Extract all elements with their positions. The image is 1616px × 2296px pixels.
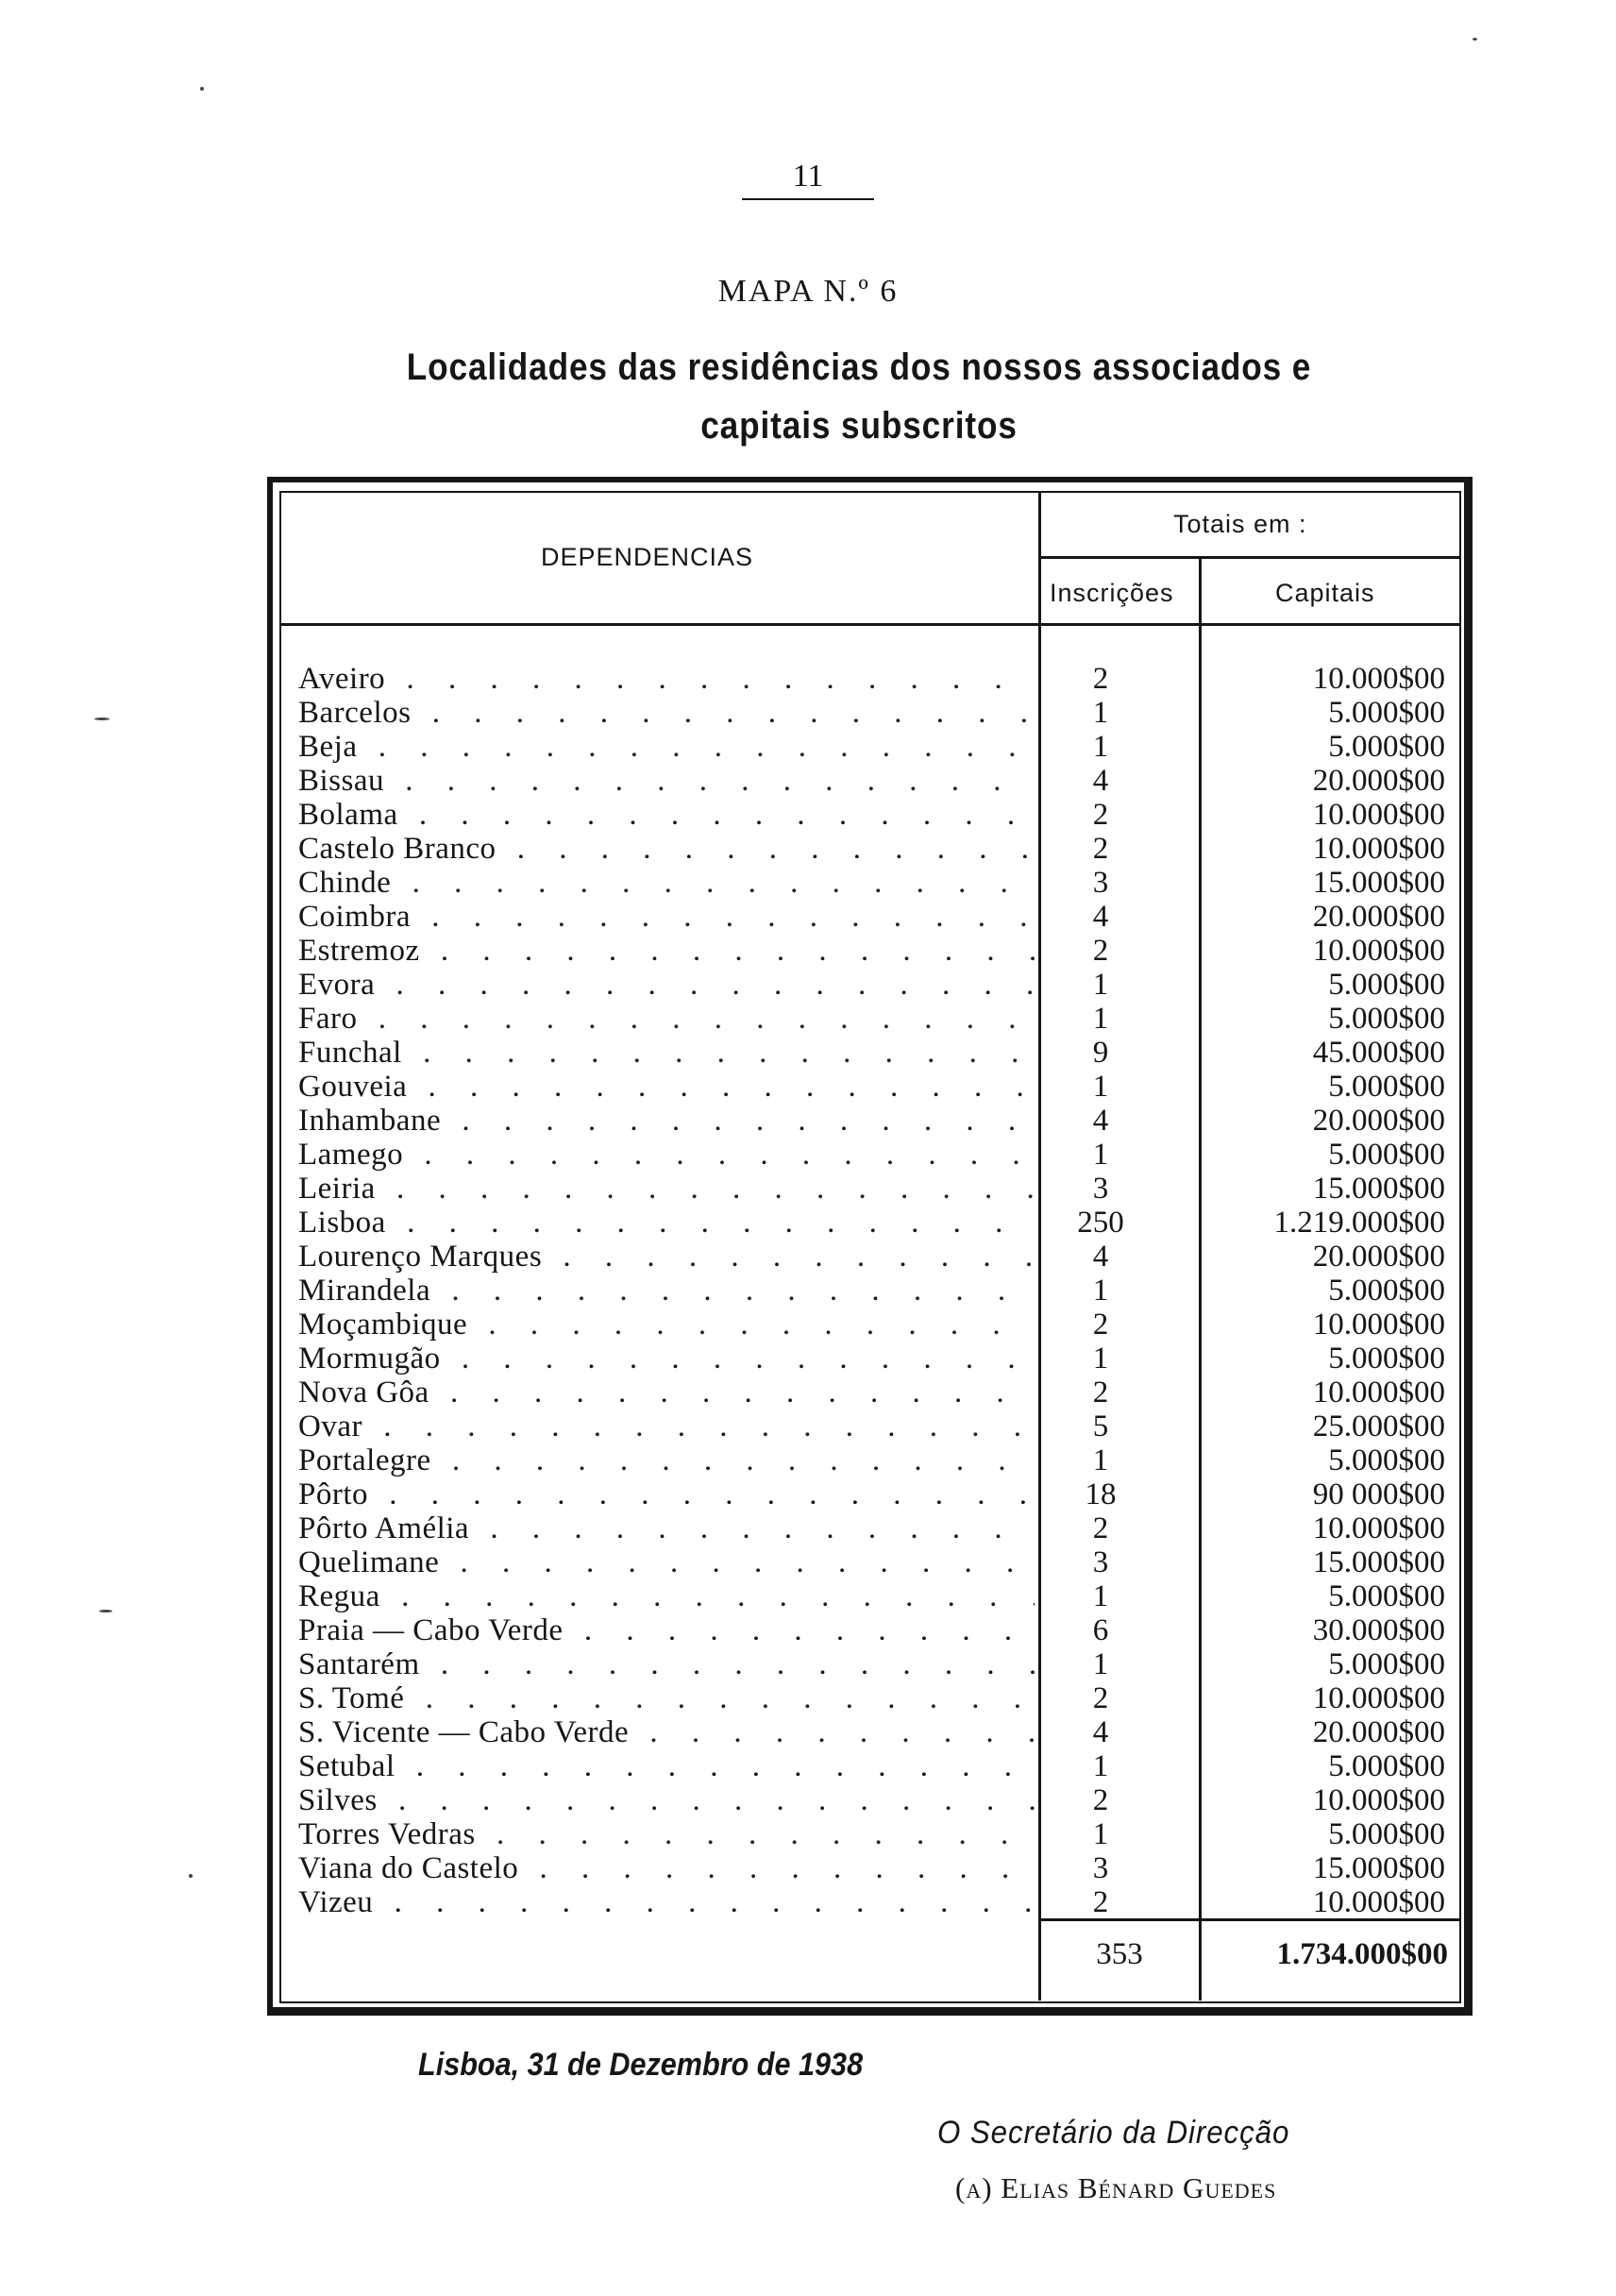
row-capital: 10.000$00 bbox=[1312, 1308, 1445, 1342]
row-inscriptions: 1 bbox=[1092, 1579, 1109, 1613]
row-capital: 15.000$00 bbox=[1312, 1851, 1445, 1885]
table-row bbox=[298, 934, 1450, 968]
row-locality: Portalegre . . . bbox=[298, 1443, 1035, 1477]
row-locality: Ovar . . . bbox=[298, 1410, 1035, 1443]
table-row bbox=[298, 1376, 1450, 1410]
table-row bbox=[298, 662, 1450, 696]
place-date: Lisboa, 31 de Dezembro de 1938 bbox=[418, 2047, 864, 2083]
row-locality: Funchal . . . bbox=[298, 1036, 1035, 1070]
row-capital: 5.000$00 bbox=[1328, 1817, 1445, 1851]
row-locality: Chinde . . . bbox=[298, 866, 1035, 900]
row-inscriptions: 2 bbox=[1092, 832, 1109, 866]
row-capital: 10.000$00 bbox=[1312, 798, 1445, 832]
row-capital: 20.000$00 bbox=[1312, 1240, 1445, 1274]
row-locality: Viana do Castelo . . . bbox=[298, 1851, 1035, 1885]
row-locality: Castelo Branco . . . bbox=[298, 832, 1035, 866]
page-number-rule bbox=[742, 198, 874, 200]
row-locality: Mormugão . . . bbox=[298, 1342, 1035, 1376]
table-row bbox=[298, 1647, 1450, 1681]
table-row bbox=[298, 798, 1450, 832]
total-inscriptions: 353 bbox=[1096, 1937, 1143, 1971]
row-locality: Mirandela . . . bbox=[298, 1274, 1035, 1308]
row-capital: 10.000$00 bbox=[1312, 1511, 1445, 1545]
row-locality: Silves . . . bbox=[298, 1783, 1035, 1817]
row-inscriptions: 2 bbox=[1092, 1783, 1109, 1817]
row-inscriptions: 1 bbox=[1092, 1817, 1109, 1851]
row-capital: 30.000$00 bbox=[1312, 1613, 1445, 1647]
table-row bbox=[298, 968, 1450, 1002]
table-row bbox=[298, 1681, 1450, 1715]
table-row bbox=[298, 1851, 1450, 1885]
row-capital: 5.000$00 bbox=[1328, 1749, 1445, 1783]
table-row bbox=[298, 1545, 1450, 1579]
page-number: 11 bbox=[792, 159, 824, 194]
row-inscriptions: 1 bbox=[1092, 1138, 1109, 1172]
table-row bbox=[298, 832, 1450, 866]
row-capital: 5.000$00 bbox=[1328, 1342, 1445, 1376]
table-row bbox=[298, 1443, 1450, 1477]
signature-name: (a) Elias Bénard Guedes bbox=[955, 2171, 1277, 2204]
table-row bbox=[298, 1104, 1450, 1138]
row-inscriptions: 4 bbox=[1092, 1240, 1109, 1274]
row-locality: Barcelos . . . bbox=[298, 696, 1035, 730]
row-capital: 1.219.000$00 bbox=[1273, 1206, 1445, 1240]
row-capital: 10.000$00 bbox=[1312, 832, 1445, 866]
row-inscriptions: 6 bbox=[1092, 1613, 1109, 1647]
row-locality: Bolama . . . bbox=[298, 798, 1035, 832]
row-locality: Pôrto Amélia . . . bbox=[298, 1511, 1035, 1545]
table-row bbox=[298, 1477, 1450, 1511]
table-row bbox=[298, 1511, 1450, 1545]
table-row bbox=[298, 730, 1450, 764]
scan-speck bbox=[200, 87, 204, 91]
table-row bbox=[298, 696, 1450, 730]
table-row bbox=[298, 1206, 1450, 1240]
row-inscriptions: 2 bbox=[1092, 662, 1109, 696]
row-locality: Beja . . . bbox=[298, 730, 1035, 764]
row-locality: S. Vicente — Cabo Verde . . . bbox=[298, 1715, 1035, 1749]
table-row bbox=[298, 1070, 1450, 1104]
row-inscriptions: 4 bbox=[1092, 764, 1109, 798]
table-row bbox=[298, 866, 1450, 900]
row-locality: Bissau . . . bbox=[298, 764, 1035, 798]
row-locality: Pôrto . . . bbox=[298, 1477, 1035, 1511]
row-inscriptions: 2 bbox=[1092, 1511, 1109, 1545]
row-inscriptions: 18 bbox=[1085, 1477, 1117, 1511]
row-inscriptions: 2 bbox=[1092, 1376, 1109, 1410]
scan-speck bbox=[94, 718, 109, 720]
table-row bbox=[298, 1783, 1450, 1817]
row-locality: Evora . . . bbox=[298, 968, 1035, 1002]
row-locality: Quelimane . . . bbox=[298, 1545, 1035, 1579]
row-locality: Santarém . . . bbox=[298, 1647, 1035, 1681]
row-capital: 5.000$00 bbox=[1328, 1274, 1445, 1308]
row-capital: 5.000$00 bbox=[1328, 1138, 1445, 1172]
table-row bbox=[298, 1308, 1450, 1342]
row-capital: 5.000$00 bbox=[1328, 696, 1445, 730]
row-inscriptions: 2 bbox=[1092, 1308, 1109, 1342]
row-capital: 5.000$00 bbox=[1328, 730, 1445, 764]
row-inscriptions: 250 bbox=[1077, 1206, 1124, 1240]
row-capital: 10.000$00 bbox=[1312, 1376, 1445, 1410]
row-capital: 15.000$00 bbox=[1312, 1172, 1445, 1206]
row-inscriptions: 1 bbox=[1092, 730, 1109, 764]
row-capital: 20.000$00 bbox=[1312, 1715, 1445, 1749]
scan-speck bbox=[1473, 38, 1477, 41]
row-inscriptions: 2 bbox=[1092, 934, 1109, 968]
map-title: Localidades das residências dos nossos associados e capitais subscritos bbox=[406, 346, 1312, 447]
row-locality: Coimbra . . . bbox=[298, 900, 1035, 934]
table-row bbox=[298, 1613, 1450, 1647]
row-capital: 45.000$00 bbox=[1312, 1036, 1445, 1070]
row-locality: Estremoz . . . bbox=[298, 934, 1035, 968]
row-locality: Praia — Cabo Verde . . . bbox=[298, 1613, 1035, 1647]
header-inscriptions: Inscrições bbox=[1050, 579, 1174, 607]
row-inscriptions: 1 bbox=[1092, 968, 1109, 1002]
row-inscriptions: 1 bbox=[1092, 1274, 1109, 1308]
table-row bbox=[298, 1036, 1450, 1070]
row-capital: 10.000$00 bbox=[1312, 1885, 1445, 1919]
table-row bbox=[298, 1002, 1450, 1036]
table-row bbox=[298, 900, 1450, 934]
row-capital: 20.000$00 bbox=[1312, 764, 1445, 798]
row-inscriptions: 3 bbox=[1092, 1851, 1109, 1885]
row-capital: 10.000$00 bbox=[1312, 934, 1445, 968]
table-row bbox=[298, 1138, 1450, 1172]
row-inscriptions: 1 bbox=[1092, 1070, 1109, 1104]
row-locality: Regua . . . bbox=[298, 1579, 1035, 1613]
total-capital: 1.734.000$00 bbox=[1276, 1937, 1448, 1971]
row-inscriptions: 9 bbox=[1092, 1036, 1109, 1070]
header-capital: Capitais bbox=[1275, 579, 1375, 607]
row-inscriptions: 2 bbox=[1092, 798, 1109, 832]
header-totals-group: Totais em : bbox=[1173, 510, 1307, 538]
header-bottom-rule bbox=[281, 623, 1459, 626]
row-locality: Faro . . . bbox=[298, 1002, 1035, 1036]
row-capital: 10.000$00 bbox=[1312, 1783, 1445, 1817]
row-locality: Gouveia . . . bbox=[298, 1070, 1035, 1104]
row-inscriptions: 1 bbox=[1092, 1443, 1109, 1477]
table-row bbox=[298, 1885, 1450, 1919]
row-capital: 10.000$00 bbox=[1312, 1681, 1445, 1715]
table-row bbox=[298, 764, 1450, 798]
table-row bbox=[298, 1817, 1450, 1851]
row-inscriptions: 1 bbox=[1092, 696, 1109, 730]
row-inscriptions: 2 bbox=[1092, 1885, 1109, 1919]
row-capital: 10.000$00 bbox=[1312, 662, 1445, 696]
row-capital: 5.000$00 bbox=[1328, 1443, 1445, 1477]
row-locality: Inhambane . . . bbox=[298, 1104, 1035, 1138]
row-locality: Vizeu . . . bbox=[298, 1885, 1035, 1919]
row-capital: 90 000$00 bbox=[1312, 1477, 1445, 1511]
header-group-rule bbox=[1040, 556, 1459, 559]
table-row bbox=[298, 1410, 1450, 1443]
row-locality: Leiria . . . bbox=[298, 1172, 1035, 1206]
row-inscriptions: 1 bbox=[1092, 1749, 1109, 1783]
header-dependencies: DEPENDENCIAS bbox=[541, 543, 754, 571]
row-capital: 5.000$00 bbox=[1328, 1070, 1445, 1104]
row-locality: Torres Vedras . . . bbox=[298, 1817, 1035, 1851]
signature-role: O Secretário da Direcção bbox=[937, 2115, 1290, 2151]
table-row bbox=[298, 1579, 1450, 1613]
table-row bbox=[298, 1240, 1450, 1274]
table-row bbox=[298, 1172, 1450, 1206]
row-locality: Setubal . . . bbox=[298, 1749, 1035, 1783]
row-capital: 25.000$00 bbox=[1312, 1410, 1445, 1443]
row-inscriptions: 3 bbox=[1092, 1172, 1109, 1206]
row-locality: Lamego . . . bbox=[298, 1138, 1035, 1172]
table-row bbox=[298, 1274, 1450, 1308]
scan-speck bbox=[99, 1610, 112, 1612]
row-capital: 5.000$00 bbox=[1328, 968, 1445, 1002]
scan-speck bbox=[189, 1874, 193, 1878]
row-capital: 20.000$00 bbox=[1312, 1104, 1445, 1138]
row-capital: 15.000$00 bbox=[1312, 1545, 1445, 1579]
row-inscriptions: 1 bbox=[1092, 1002, 1109, 1036]
row-inscriptions: 4 bbox=[1092, 1104, 1109, 1138]
row-capital: 15.000$00 bbox=[1312, 866, 1445, 900]
row-locality: Moçambique . . . bbox=[298, 1308, 1035, 1342]
table-row bbox=[298, 1715, 1450, 1749]
row-inscriptions: 1 bbox=[1092, 1342, 1109, 1376]
row-inscriptions: 5 bbox=[1092, 1410, 1109, 1443]
row-capital: 5.000$00 bbox=[1328, 1002, 1445, 1036]
row-inscriptions: 3 bbox=[1092, 1545, 1109, 1579]
table-row bbox=[298, 1749, 1450, 1783]
row-locality: Lisboa . . . bbox=[298, 1206, 1035, 1240]
row-locality: S. Tomé . . . bbox=[298, 1681, 1035, 1715]
row-locality: Lourenço Marques . . . bbox=[298, 1240, 1035, 1274]
row-inscriptions: 4 bbox=[1092, 1715, 1109, 1749]
map-label: MAPA N.º 6 bbox=[717, 274, 899, 309]
row-inscriptions: 4 bbox=[1092, 900, 1109, 934]
row-locality: Aveiro . . . bbox=[298, 662, 1035, 696]
row-capital: 5.000$00 bbox=[1328, 1647, 1445, 1681]
row-inscriptions: 1 bbox=[1092, 1647, 1109, 1681]
row-inscriptions: 2 bbox=[1092, 1681, 1109, 1715]
row-inscriptions: 3 bbox=[1092, 866, 1109, 900]
table-row bbox=[298, 1342, 1450, 1376]
row-capital: 5.000$00 bbox=[1328, 1579, 1445, 1613]
row-capital: 20.000$00 bbox=[1312, 900, 1445, 934]
row-locality: Nova Gôa . . . bbox=[298, 1376, 1035, 1410]
